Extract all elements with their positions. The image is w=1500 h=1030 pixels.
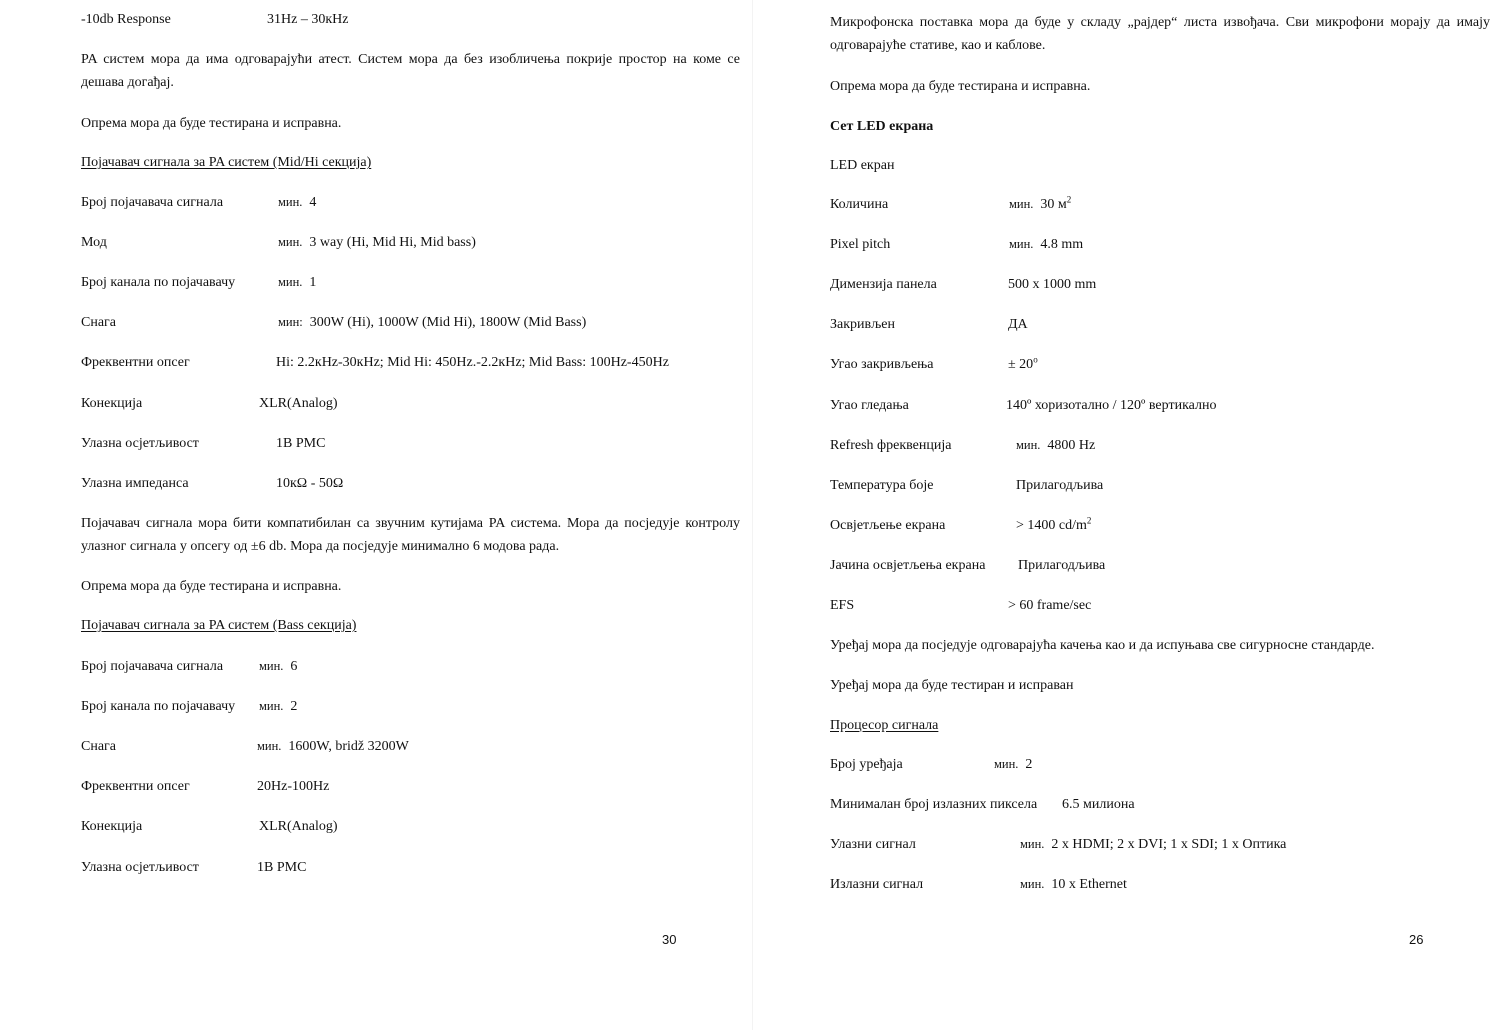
led-screen-subtitle: LED екран bbox=[830, 158, 895, 173]
spec-prefix: мин. bbox=[1020, 877, 1045, 891]
spec-label: Температура боје bbox=[830, 478, 934, 493]
spec-value-text: Hi: 2.2кHz-30кHz; Mid Hi: 450Hz.-2.2кHz; Mid Bass: 100Hz-450Hz bbox=[276, 355, 669, 370]
spec-value bbox=[257, 735, 409, 758]
spec-label: Фреквентни опсег bbox=[81, 779, 190, 794]
spec-label: Улазни сигнал bbox=[830, 837, 916, 852]
spec-prefix: мин. bbox=[278, 275, 303, 289]
spec-label: Број канала по појачавачу bbox=[81, 275, 236, 290]
spec-label: Освјетљење екрана bbox=[830, 518, 946, 533]
spec-value-text: 500 x 1000 mm bbox=[1008, 277, 1097, 292]
spec-value bbox=[1009, 233, 1083, 256]
spec-value bbox=[1020, 873, 1127, 896]
page-number-right: 26 bbox=[1409, 932, 1424, 947]
spec-row bbox=[81, 815, 741, 838]
spec-value bbox=[259, 392, 338, 415]
spec-value bbox=[1016, 434, 1095, 457]
spec-label: Број појачавача сигнала bbox=[81, 195, 224, 210]
spec-value-text: 4.8 mm bbox=[1040, 237, 1084, 252]
spec-row bbox=[81, 311, 741, 334]
spec-label: Минималан број излазних пиксела bbox=[830, 797, 1038, 812]
spec-superscript: o bbox=[1033, 354, 1038, 365]
section-heading-mid-hi: Појачавач сигнала за PA систем (Mid/Hi секција) bbox=[81, 155, 372, 170]
spec-row bbox=[81, 231, 741, 254]
spec-row bbox=[830, 594, 1490, 617]
spec-value bbox=[1020, 833, 1286, 856]
spec-value-text: ДА bbox=[1008, 317, 1028, 332]
spec-value-text: 4800 Hz bbox=[1047, 438, 1096, 453]
amplifier-compat-paragraph: Појачавач сигнала мора бити компатибилан са звучним кутијама PA система. Мора да посједује контролу улазног сигнала у опсегу од ±6 db. Мора да посједује минимално 6 модова рада. bbox=[81, 516, 740, 554]
spec-label: Угао гледања bbox=[830, 398, 909, 413]
spec-value-text: 2 bbox=[1025, 757, 1033, 772]
spec-value bbox=[278, 231, 476, 254]
spec-value bbox=[1018, 554, 1105, 577]
spec-value bbox=[1062, 793, 1135, 816]
row-label: -10db Response bbox=[81, 12, 171, 27]
spec-row bbox=[81, 472, 741, 495]
spec-label: Конекција bbox=[81, 396, 143, 411]
spec-value bbox=[1008, 313, 1028, 336]
spec-value-text: > 60 frame/sec bbox=[1008, 598, 1092, 613]
spec-value-text: ± 20 bbox=[1008, 357, 1034, 372]
spec-value-text: 300W (Hi), 1000W (Mid Hi), 1800W (Mid Bass) bbox=[309, 315, 587, 330]
spec-value-text: 1600W, bridž 3200W bbox=[288, 739, 409, 754]
spec-value bbox=[257, 775, 329, 798]
spec-value-text: 2 x HDMI; 2 x DVI; 1 x SDI; 1 x Оптика bbox=[1051, 837, 1287, 852]
spec-row bbox=[830, 873, 1490, 896]
spec-value-text: 1B PMC bbox=[276, 436, 326, 451]
spec-value-text: Прилагодљива bbox=[1018, 558, 1106, 573]
spec-row bbox=[81, 191, 741, 214]
spec-prefix: мин. bbox=[278, 195, 303, 209]
microphone-paragraph: Микрофонска поставка мора да буде у складу „рајдер“ листа извођача. Сви микрофони морају да имају одговарајуће стативе, као и каблове. bbox=[830, 15, 1490, 53]
page-number-left: 30 bbox=[662, 932, 677, 947]
spec-row bbox=[81, 432, 741, 455]
spec-value-text: 10 x Ethernet bbox=[1051, 877, 1127, 892]
spec-value bbox=[278, 271, 316, 294]
spec-value-text: 20Hz-100Hz bbox=[257, 779, 330, 794]
spec-value bbox=[259, 815, 338, 838]
spec-value bbox=[1006, 394, 1216, 417]
spec-prefix: мин. bbox=[1009, 197, 1034, 211]
spec-prefix: мин. bbox=[257, 739, 282, 753]
spec-label: Закривљен bbox=[830, 317, 896, 332]
spec-value bbox=[1016, 474, 1103, 497]
spec-row bbox=[81, 735, 741, 758]
response-row bbox=[81, 8, 381, 31]
pa-system-paragraph: PA систем мора да има одговарајући атест. Систем мора да без изобличења покрије простор на коме се дешава догађај. bbox=[81, 52, 740, 90]
spec-row bbox=[81, 271, 741, 294]
spec-label: Конекција bbox=[81, 819, 143, 834]
spec-row bbox=[830, 474, 1490, 497]
spec-label: Број појачавача сигнала bbox=[81, 659, 224, 674]
spec-label: Refresh фреквенција bbox=[830, 438, 952, 453]
spec-value-text: > 1400 cd/m bbox=[1016, 518, 1087, 533]
spec-superscript: 2 bbox=[1086, 515, 1092, 526]
spec-value-text: 3 way (Hi, Mid Hi, Mid bass) bbox=[309, 235, 476, 250]
section-heading-bass: Појачавач сигнала за PA систем (Bass секција) bbox=[81, 618, 357, 633]
spec-row bbox=[81, 655, 741, 678]
spec-row bbox=[81, 695, 741, 718]
spec-value-text: 6 bbox=[290, 659, 298, 674]
spec-prefix: мин. bbox=[1009, 237, 1034, 251]
spec-value-text: XLR(Analog) bbox=[259, 819, 338, 834]
spec-row bbox=[830, 554, 1490, 577]
spec-row bbox=[830, 193, 1490, 216]
spec-label: Угао закривљења bbox=[830, 357, 934, 372]
spec-value bbox=[278, 311, 586, 334]
spec-row bbox=[830, 233, 1490, 256]
spec-value-text: 1B PMC bbox=[257, 860, 307, 875]
spec-label: Излазни сигнал bbox=[830, 877, 924, 892]
spec-label: Улазна импеданса bbox=[81, 476, 189, 491]
spec-value bbox=[1008, 273, 1096, 296]
spec-prefix: мин. bbox=[1020, 837, 1045, 851]
spec-value bbox=[257, 856, 306, 879]
spec-value-text: Прилагодљива bbox=[1016, 478, 1104, 493]
spec-row bbox=[81, 856, 741, 879]
spec-value bbox=[276, 432, 325, 455]
spec-label: Фреквентни опсег bbox=[81, 355, 190, 370]
spec-value bbox=[1016, 514, 1091, 537]
tested-paragraph-2: Опрема мора да буде тестирана и исправна. bbox=[81, 579, 342, 594]
spec-value-text: 4 bbox=[309, 195, 317, 210]
spec-row bbox=[830, 313, 1490, 336]
spec-label: EFS bbox=[830, 598, 855, 613]
spec-row bbox=[830, 434, 1490, 457]
spec-row bbox=[830, 273, 1490, 296]
spec-prefix: мин. bbox=[259, 699, 284, 713]
tested-paragraph: Опрема мора да буде тестирана и исправна. bbox=[81, 116, 342, 131]
spec-value-text: 140º хоризотално / 120º вертикално bbox=[1006, 398, 1217, 413]
device-tested-paragraph: Уређај мора да буде тестиран и исправан bbox=[830, 678, 1074, 693]
spec-value-text: 30 м bbox=[1040, 197, 1067, 212]
spec-value-text: 1 bbox=[309, 275, 317, 290]
section-heading-led: Сет LED екрана bbox=[830, 119, 934, 134]
spec-value-text: XLR(Analog) bbox=[259, 396, 338, 411]
spec-row bbox=[81, 351, 741, 374]
spec-prefix: мин. bbox=[278, 235, 303, 249]
section-heading-processor: Процесор сигнала bbox=[830, 718, 939, 733]
mounting-paragraph: Уређај мора да посједује одговарајућа качења као и да испуњава све сигурносне стандарде. bbox=[830, 638, 1375, 653]
spec-label: Количина bbox=[830, 197, 889, 212]
spec-label: Број уређаја bbox=[830, 757, 903, 772]
spec-row bbox=[81, 392, 741, 415]
spec-row bbox=[830, 394, 1490, 417]
spec-value-text: 2 bbox=[290, 699, 298, 714]
spec-prefix: мин. bbox=[994, 757, 1019, 771]
spec-value bbox=[276, 472, 343, 495]
spec-value-text: 6.5 милиона bbox=[1062, 797, 1135, 812]
spec-value bbox=[1009, 193, 1071, 216]
spec-label: Улазна осјетљивост bbox=[81, 860, 199, 875]
spec-label: Снага bbox=[81, 315, 116, 330]
spec-value bbox=[259, 695, 297, 718]
spec-value bbox=[278, 191, 316, 214]
spec-value bbox=[994, 753, 1032, 776]
spec-row bbox=[830, 833, 1490, 856]
spec-label: Јачина освјетљења екрана bbox=[830, 558, 986, 573]
spec-prefix: мин. bbox=[1016, 438, 1041, 452]
spec-row bbox=[830, 353, 1490, 376]
spec-value-text: 10кΩ - 50Ω bbox=[276, 476, 344, 491]
row-value: 31Hz – 30кHz bbox=[267, 12, 349, 27]
spec-label: Pixel pitch bbox=[830, 237, 891, 252]
tested-paragraph-right: Опрема мора да буде тестирана и исправна. bbox=[830, 79, 1091, 94]
spec-row bbox=[81, 775, 741, 798]
spec-value bbox=[1008, 353, 1038, 376]
spec-value bbox=[276, 351, 669, 374]
spec-value bbox=[259, 655, 297, 678]
spec-value bbox=[1008, 594, 1091, 617]
page-divider bbox=[752, 0, 753, 1030]
spec-label: Мод bbox=[81, 235, 107, 250]
spec-row bbox=[830, 753, 1490, 776]
spec-label: Снага bbox=[81, 739, 116, 754]
spec-row bbox=[830, 793, 1490, 816]
spec-row bbox=[830, 514, 1490, 537]
spec-label: Број канала по појачавачу bbox=[81, 699, 236, 714]
spec-prefix: мин: bbox=[278, 315, 303, 329]
spec-superscript: 2 bbox=[1066, 194, 1072, 205]
spec-label: Улазна осјетљивост bbox=[81, 436, 199, 451]
spec-label: Димензија панела bbox=[830, 277, 937, 292]
spec-prefix: мин. bbox=[259, 659, 284, 673]
